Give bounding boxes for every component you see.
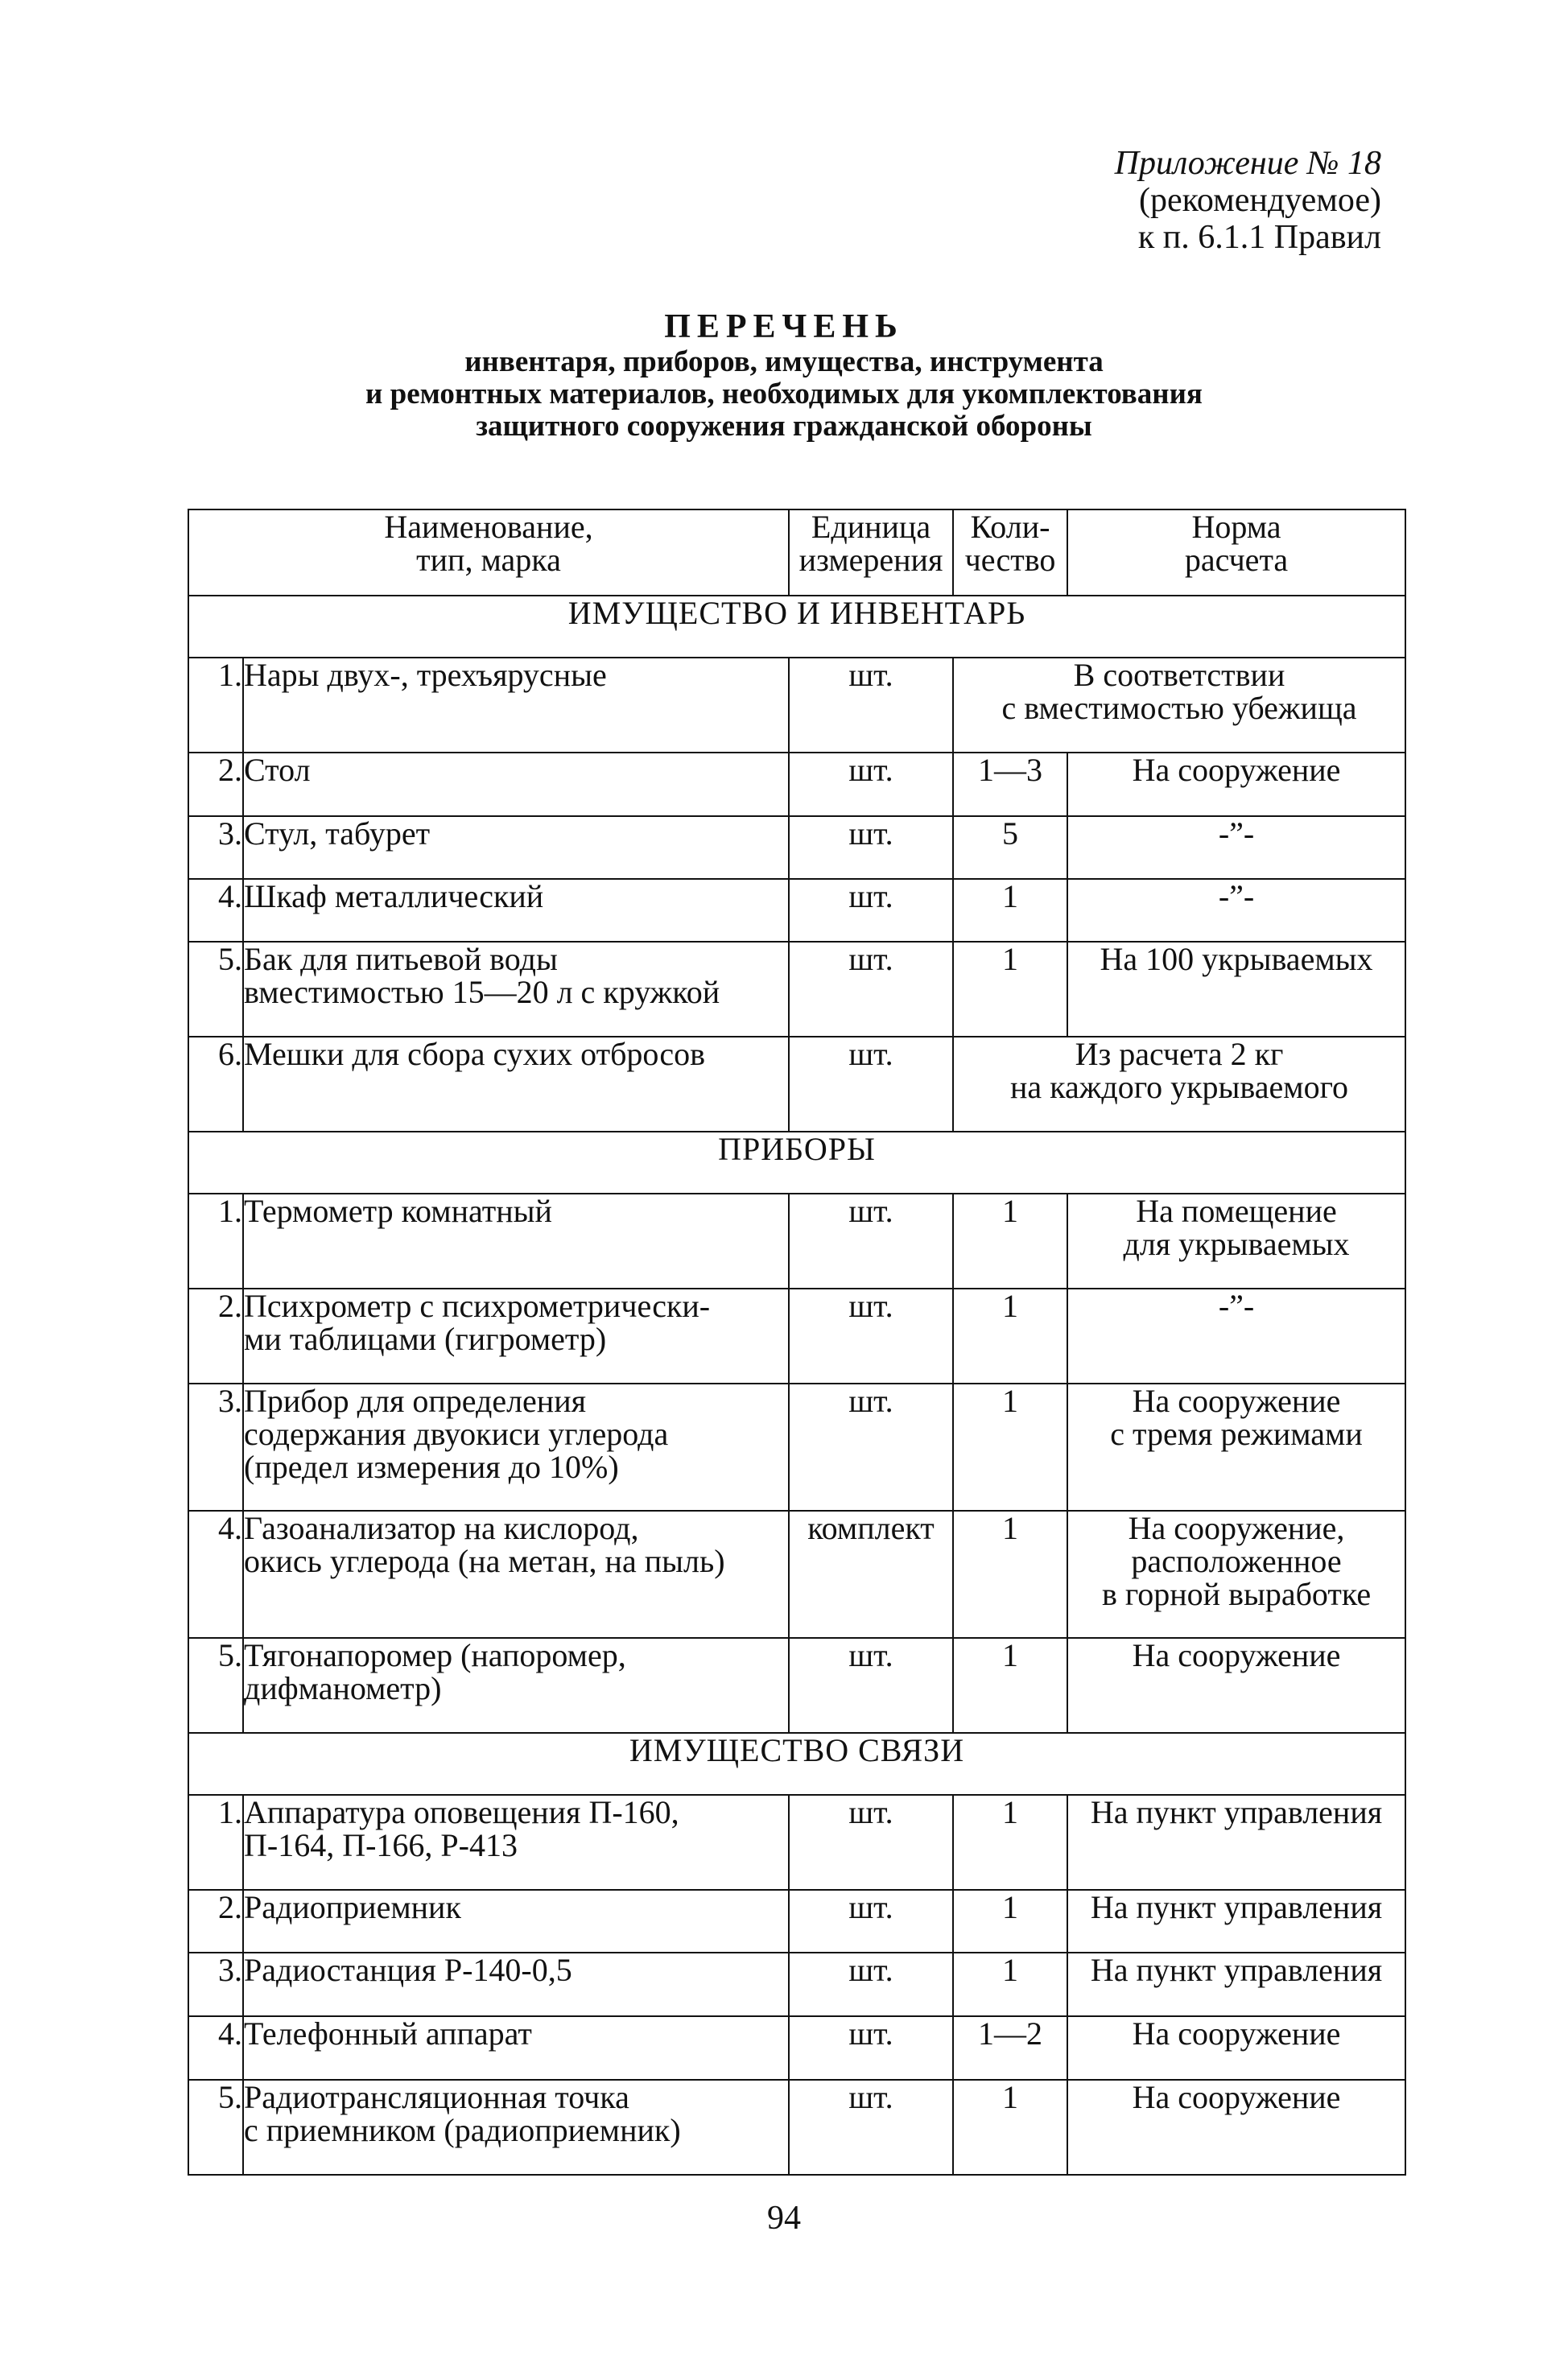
item-name: Радиоприемник — [243, 1890, 789, 1953]
row-number: 4. — [188, 2016, 243, 2080]
table-row — [188, 1511, 1405, 1638]
item-quantity: 1 — [953, 1511, 1067, 1638]
section-row — [188, 1132, 1405, 1194]
table-row — [188, 1638, 1405, 1733]
item-unit: шт. — [789, 1890, 953, 1953]
item-unit: шт. — [789, 816, 953, 879]
appendix-reference — [1115, 145, 1381, 256]
item-norm: На сооружение — [1067, 2016, 1405, 2080]
inventory-table — [188, 509, 1406, 2176]
item-quantity: 1 — [953, 1795, 1067, 1890]
item-unit: шт. — [789, 2016, 953, 2080]
item-name: Радиотрансляционная точка с приемником (радиоприемник) — [243, 2080, 789, 2175]
item-norm-merged: Из расчета 2 кг на каждого укрываемого — [953, 1037, 1405, 1132]
item-quantity: 1 — [953, 1953, 1067, 2016]
document-subtitle-line: инвентаря, приборов, имущества, инструмента — [464, 345, 1104, 378]
table-row — [188, 658, 1405, 753]
item-quantity: 1 — [953, 1289, 1067, 1384]
item-norm: На сооружение — [1067, 2080, 1405, 2175]
document-subtitle-line: и ремонтных материалов, необходимых для укомплектования — [365, 377, 1203, 410]
row-number: 1. — [188, 658, 243, 753]
item-unit: шт. — [789, 1289, 953, 1384]
item-norm: На пункт управления — [1067, 1795, 1405, 1890]
section-row — [188, 596, 1405, 658]
item-name: Стул, табурет — [243, 816, 789, 879]
item-unit: шт. — [789, 879, 953, 942]
item-quantity: 1 — [953, 942, 1067, 1037]
item-name: Нары двух-, трехъярусные — [243, 658, 789, 753]
table-row — [188, 879, 1405, 942]
item-quantity: 1 — [953, 1194, 1067, 1289]
table-row — [188, 2016, 1405, 2080]
table-row — [188, 1384, 1405, 1511]
appendix-type: (рекомендуемое) — [1139, 182, 1381, 219]
item-quantity: 1 — [953, 1890, 1067, 1953]
item-name: Стол — [243, 753, 789, 816]
section-title: ИМУЩЕСТВО И ИНВЕНТАРЬ — [188, 596, 1405, 658]
row-number: 4. — [188, 879, 243, 942]
item-norm: -”- — [1067, 816, 1405, 879]
item-norm: На сооружение, расположенное в горной выработке — [1067, 1511, 1405, 1638]
item-unit: шт. — [789, 1384, 953, 1511]
row-number: 5. — [188, 2080, 243, 2175]
row-number: 5. — [188, 1638, 243, 1733]
item-norm: На помещение для укрываемых — [1067, 1194, 1405, 1289]
table-row — [188, 1795, 1405, 1890]
table-header-row — [188, 509, 1405, 596]
table-row — [188, 1037, 1405, 1132]
item-quantity: 1 — [953, 1638, 1067, 1733]
item-name: Бак для питьевой воды вместимостью 15—20 л с кружкой — [243, 942, 789, 1037]
row-number: 2. — [188, 753, 243, 816]
item-unit: шт. — [789, 1638, 953, 1733]
page-number: 94 — [767, 2200, 801, 2237]
table-row — [188, 1194, 1405, 1289]
table-row — [188, 2080, 1405, 2175]
item-norm: -”- — [1067, 1289, 1405, 1384]
document-title: ПЕРЕЧЕНЬ — [664, 308, 904, 345]
item-norm: На сооружение с тремя режимами — [1067, 1384, 1405, 1511]
item-quantity: 5 — [953, 816, 1067, 879]
row-number: 3. — [188, 1953, 243, 2016]
table-row — [188, 942, 1405, 1037]
item-norm: На сооружение — [1067, 1638, 1405, 1733]
item-name: Прибор для определения содержания двуокиси углерода (предел измерения до 10%) — [243, 1384, 789, 1511]
item-name: Мешки для сбора сухих отбросов — [243, 1037, 789, 1132]
item-quantity: 1—3 — [953, 753, 1067, 816]
item-quantity: 1 — [953, 2080, 1067, 2175]
row-number: 2. — [188, 1289, 243, 1384]
table-row — [188, 816, 1405, 879]
section-row — [188, 1733, 1405, 1795]
item-unit: шт. — [789, 1795, 953, 1890]
item-norm: На пункт управления — [1067, 1953, 1405, 2016]
item-name: Телефонный аппарат — [243, 2016, 789, 2080]
row-number: 2. — [188, 1890, 243, 1953]
appendix-clause: к п. 6.1.1 Правил — [1137, 219, 1381, 256]
item-norm: На сооружение — [1067, 753, 1405, 816]
appendix-number: Приложение № 18 — [1114, 145, 1381, 182]
item-unit: шт. — [789, 942, 953, 1037]
header-unit: Единица измерения — [789, 509, 953, 596]
document-title-block — [0, 307, 1568, 443]
item-unit: комплект — [789, 1511, 953, 1638]
table-row — [188, 1289, 1405, 1384]
table-row — [188, 1890, 1405, 1953]
item-name: Психрометр с психрометрически- ми таблицами (гигрометр) — [243, 1289, 789, 1384]
item-norm: -”- — [1067, 879, 1405, 942]
table-row — [188, 753, 1405, 816]
item-norm: На пункт управления — [1067, 1890, 1405, 1953]
item-unit: шт. — [789, 1953, 953, 2016]
item-unit: шт. — [789, 1194, 953, 1289]
row-number: 3. — [188, 816, 243, 879]
item-norm-merged: В соответствии с вместимостью убежища — [953, 658, 1405, 753]
item-name: Газоанализатор на кислород, окись углерода (на метан, на пыль) — [243, 1511, 789, 1638]
item-name: Радиостанция Р-140-0,5 — [243, 1953, 789, 2016]
item-quantity: 1 — [953, 879, 1067, 942]
row-number: 5. — [188, 942, 243, 1037]
section-title: ПРИБОРЫ — [188, 1132, 1405, 1194]
row-number: 1. — [188, 1194, 243, 1289]
item-quantity: 1—2 — [953, 2016, 1067, 2080]
item-quantity: 1 — [953, 1384, 1067, 1511]
row-number: 3. — [188, 1384, 243, 1511]
item-name: Аппаратура оповещения П-160, П-164, П-166, Р-413 — [243, 1795, 789, 1890]
header-quantity: Коли- чество — [953, 509, 1067, 596]
item-name: Шкаф металлический — [243, 879, 789, 942]
header-name: Наименование, тип, марка — [188, 509, 789, 596]
row-number: 1. — [188, 1795, 243, 1890]
section-title: ИМУЩЕСТВО СВЯЗИ — [188, 1733, 1405, 1795]
table-row — [188, 1953, 1405, 2016]
item-unit: шт. — [789, 753, 953, 816]
item-unit: шт. — [789, 2080, 953, 2175]
document-subtitle-line: защитного сооружения гражданской обороны — [476, 410, 1092, 443]
item-norm: На 100 укрываемых — [1067, 942, 1405, 1037]
row-number: 4. — [188, 1511, 243, 1638]
item-name: Термометр комнатный — [243, 1194, 789, 1289]
item-unit: шт. — [789, 658, 953, 753]
row-number: 6. — [188, 1037, 243, 1132]
item-name: Тягонапоромер (напоромер, дифманометр) — [243, 1638, 789, 1733]
item-unit: шт. — [789, 1037, 953, 1132]
header-norm: Норма расчета — [1067, 509, 1405, 596]
